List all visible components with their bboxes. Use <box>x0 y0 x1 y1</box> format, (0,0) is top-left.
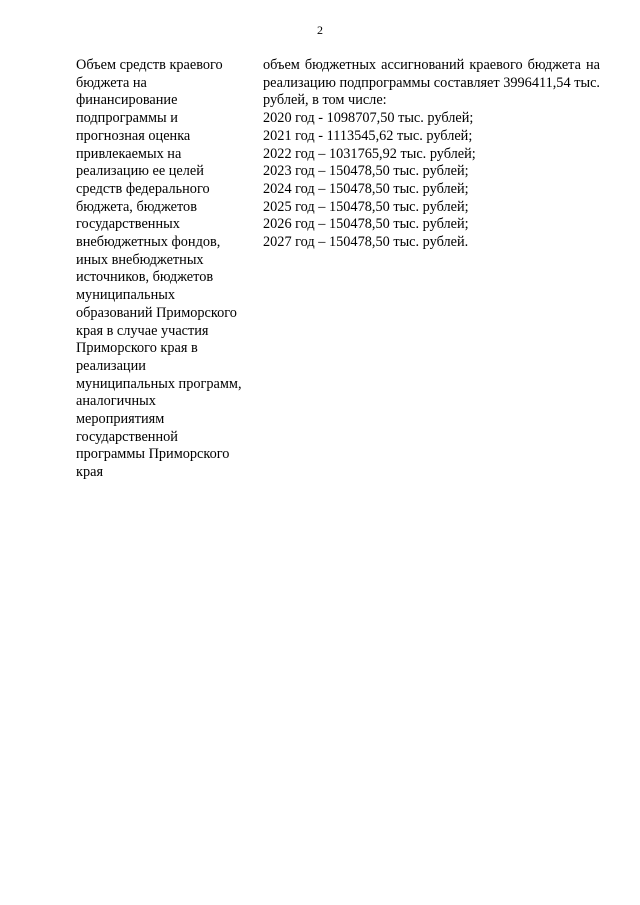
label-line: муниципальных программ, <box>76 375 242 392</box>
label-line: источников, бюджетов <box>76 269 214 286</box>
page-number: 2 <box>317 23 323 37</box>
year-funding-line: 2024 год – 150478,50 тыс. рублей; <box>263 180 469 197</box>
label-line: государственной <box>76 428 178 445</box>
label-line: реализации <box>76 357 146 374</box>
label-line: подпрограммы и <box>76 110 178 127</box>
label-line: края <box>76 464 104 481</box>
label-line: Приморского края в <box>76 340 198 357</box>
year-funding-line: 2027 год – 150478,50 тыс. рублей. <box>263 234 469 251</box>
year-funding-line: 2025 год – 150478,50 тыс. рублей; <box>263 198 469 215</box>
label-line: прогнозная оценка <box>76 127 191 144</box>
funding-label-column <box>76 57 262 482</box>
label-line: программы Приморского <box>76 446 230 463</box>
year-funding-line: 2026 год – 150478,50 тыс. рублей; <box>263 216 469 233</box>
funding-details-column <box>263 57 600 252</box>
label-line: муниципальных <box>76 287 175 304</box>
label-line: государственных <box>76 216 180 233</box>
label-line: мероприятиям <box>76 411 165 428</box>
label-line: привлекаемых на <box>76 145 182 162</box>
label-line: края в случае участия <box>76 322 209 339</box>
year-funding-line: 2023 год – 150478,50 тыс. рублей; <box>263 163 469 180</box>
label-line: бюджета на <box>76 74 147 91</box>
year-funding-line: 2022 год – 1031765,92 тыс. рублей; <box>263 145 476 162</box>
label-line: иных внебюджетных <box>76 251 204 268</box>
label-line: аналогичных <box>76 393 156 410</box>
year-funding-line: 2020 год - 1098707,50 тыс. рублей; <box>263 110 474 127</box>
label-line: бюджета, бюджетов <box>76 198 197 215</box>
year-funding-line: 2021 год - 1113545,62 тыс. рублей; <box>263 127 473 144</box>
label-line: реализацию ее целей <box>76 163 204 180</box>
label-line: средств федерального <box>76 180 210 197</box>
label-line: внебюджетных фондов, <box>76 234 221 251</box>
label-line: финансирование <box>76 92 178 109</box>
label-line: образований Приморского <box>76 304 237 321</box>
label-line: Объем средств краевого <box>76 57 223 73</box>
funding-intro-text: объем бюджетных ассигнований краевого бюджета на реализацию подпрограммы составляет 3996411,54 тыс. рублей, в том числе: <box>263 57 600 109</box>
